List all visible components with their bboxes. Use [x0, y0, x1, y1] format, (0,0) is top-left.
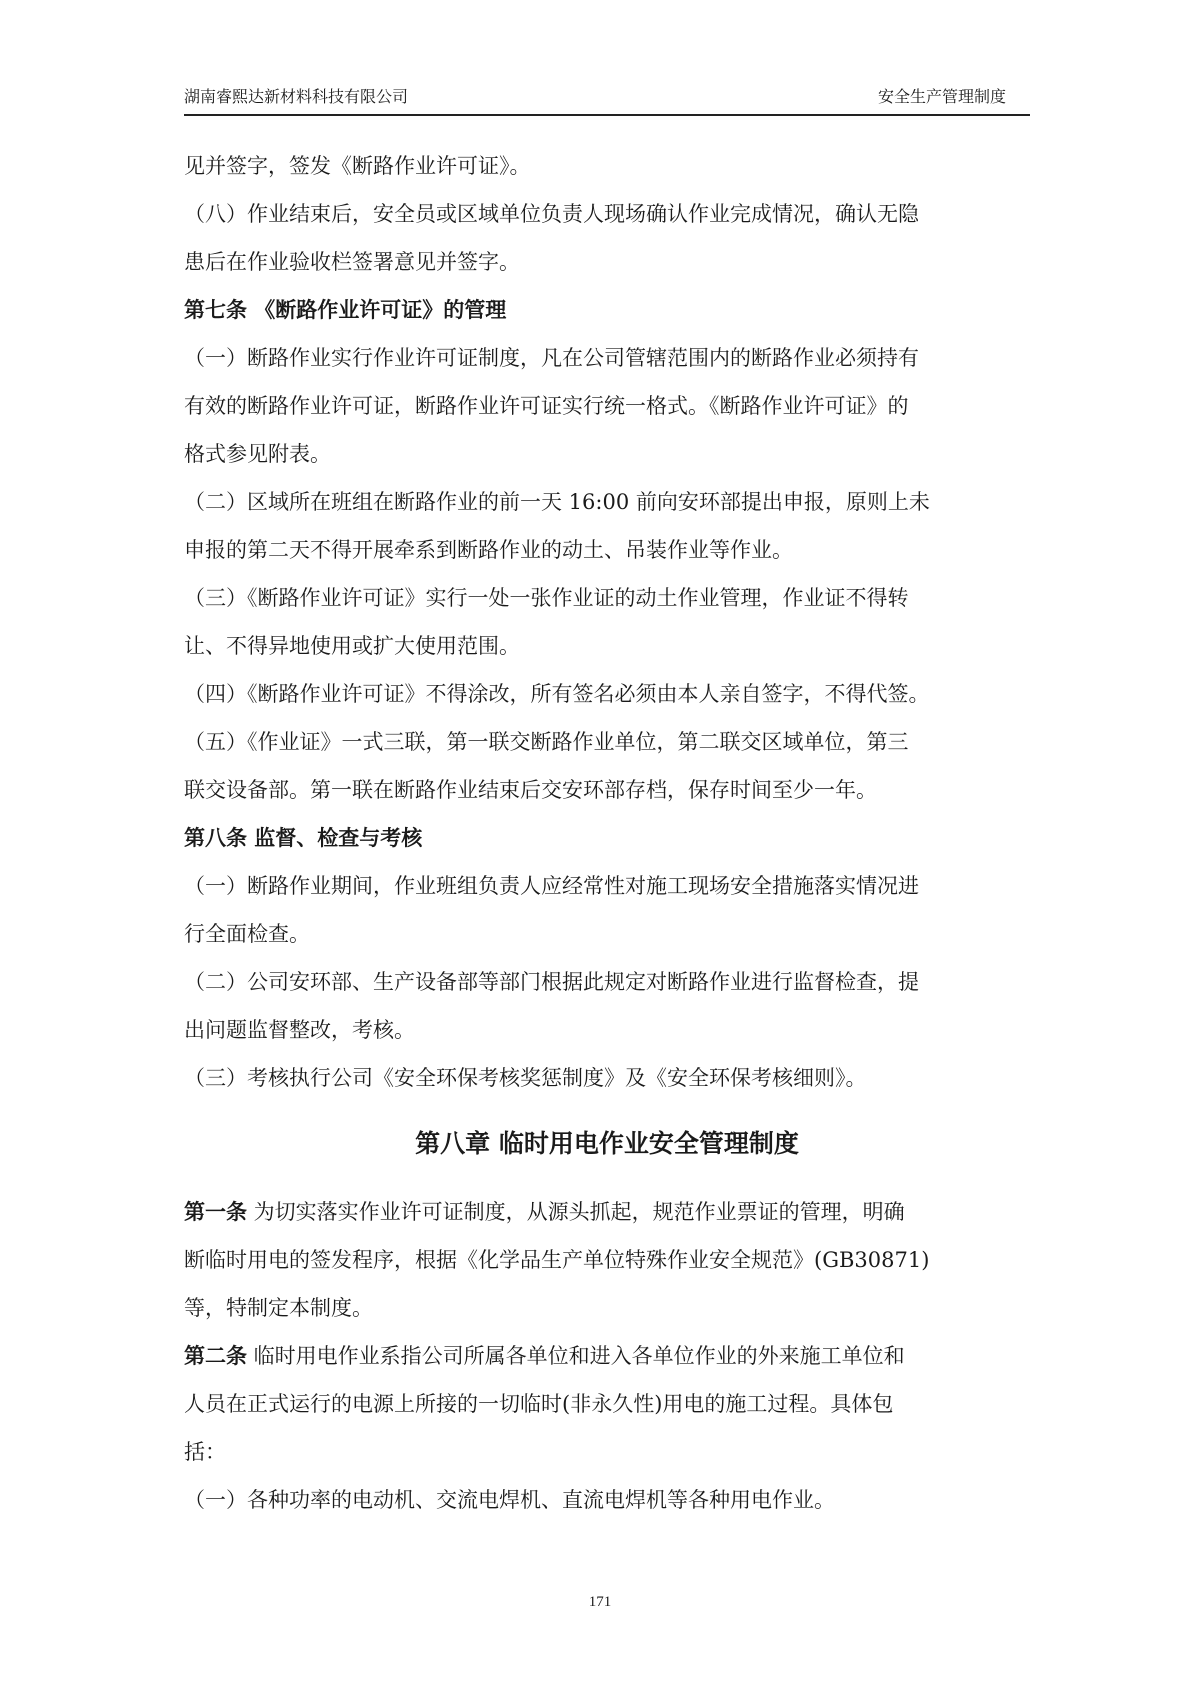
body-line	[184, 1332, 1030, 1380]
line-text: 患后在作业验收栏签署意见并签字。	[184, 250, 520, 274]
line-text: 出问题监督整改，考核。	[184, 1018, 415, 1042]
body-line	[184, 1236, 1030, 1284]
line-text: （五）《作业证》一式三联，第一联交断路作业单位，第二联交区域单位，第三	[184, 730, 909, 754]
line-text: 申报的第二天不得开展牵系到断路作业的动土、吊装作业等作业。	[184, 538, 793, 562]
body-line	[184, 574, 1030, 622]
line-text: 让、不得异地使用或扩大使用范围。	[184, 634, 520, 658]
body-line	[184, 958, 1030, 1006]
line-text: 断临时用电的签发程序，根据《化学品生产单位特殊作业安全规范》(GB30871)	[184, 1248, 930, 1272]
line-text: 联交设备部。第一联在断路作业结束后交安环部存档，保存时间至少一年。	[184, 778, 877, 802]
line-text: （一）断路作业期间，作业班组负责人应经常性对施工现场安全措施落实情况进	[184, 874, 919, 898]
line-text: （一）各种功率的电动机、交流电焊机、直流电焊机等各种用电作业。	[184, 1488, 835, 1512]
body-line	[184, 766, 1030, 814]
body-line	[184, 142, 1030, 190]
line-text: 为切实落实作业许可证制度，从源头抓起，规范作业票证的管理，明确	[247, 1200, 905, 1224]
line-text: （一）断路作业实行作业许可证制度，凡在公司管辖范围内的断路作业必须持有	[184, 346, 919, 370]
body-line	[184, 1428, 1030, 1476]
line-text: 第七条 《断路作业许可证》的管理	[184, 297, 507, 322]
line-text: 人员在正式运行的电源上所接的一切临时(非永久性)用电的施工过程。具体包	[184, 1392, 894, 1416]
article-label: 第一条	[184, 1199, 247, 1224]
body-line	[184, 862, 1030, 910]
body-line	[184, 1284, 1030, 1332]
body-line	[184, 382, 1030, 430]
body-line	[184, 718, 1030, 766]
body-line	[184, 1006, 1030, 1054]
body-line	[184, 910, 1030, 958]
body-line	[184, 286, 1030, 334]
body-line	[184, 526, 1030, 574]
line-text: 格式参见附表。	[184, 442, 331, 466]
line-text: 括：	[184, 1440, 226, 1464]
body-line	[184, 1188, 1030, 1236]
body-line	[184, 814, 1030, 862]
body-line	[184, 238, 1030, 286]
page-header	[184, 84, 1030, 116]
line-text: 行全面检查。	[184, 922, 310, 946]
chapter-heading	[184, 1124, 1030, 1164]
header-doc-title: 安全生产管理制度	[877, 87, 1006, 106]
body-line	[184, 622, 1030, 670]
line-text: （八）作业结束后，安全员或区域单位负责人现场确认作业完成情况，确认无隐	[184, 202, 919, 226]
line-text: 见并签字，签发《断路作业许可证》。	[184, 154, 531, 178]
article-label: 第二条	[184, 1343, 247, 1368]
body-line	[184, 1380, 1030, 1428]
header-company: 湖南睿熙达新材料科技有限公司	[184, 87, 409, 106]
line-text: 有效的断路作业许可证，断路作业许可证实行统一格式。《断路作业许可证》的	[184, 394, 909, 418]
body-line	[184, 1054, 1030, 1102]
line-text: 临时用电作业系指公司所属各单位和进入各单位作业的外来施工单位和	[247, 1344, 905, 1368]
line-text: （四）《断路作业许可证》不得涂改，所有签名必须由本人亲自签字，不得代签。	[184, 682, 930, 706]
line-text: （二）公司安环部、生产设备部等部门根据此规定对断路作业进行监督检查，提	[184, 970, 919, 994]
page-number: 171	[588, 1594, 612, 1610]
line-text: （三）考核执行公司《安全环保考核奖惩制度》及《安全环保考核细则》。	[184, 1066, 867, 1090]
line-text: 第八条 监督、检查与考核	[184, 825, 423, 850]
body-line	[184, 670, 1030, 718]
body-line	[184, 334, 1030, 382]
line-text: 等，特制定本制度。	[184, 1296, 373, 1320]
body-line	[184, 1476, 1030, 1524]
document-body	[184, 142, 1030, 1524]
line-text: （二）区域所在班组在断路作业的前一天 16:00 前向安环部提出申报，原则上未	[184, 490, 930, 514]
body-line	[184, 478, 1030, 526]
body-line	[184, 190, 1030, 238]
body-line	[184, 430, 1030, 478]
line-text: （三）《断路作业许可证》实行一处一张作业证的动土作业管理，作业证不得转	[184, 586, 909, 610]
chapter-heading-text: 第八章 临时用电作业安全管理制度	[415, 1129, 799, 1158]
